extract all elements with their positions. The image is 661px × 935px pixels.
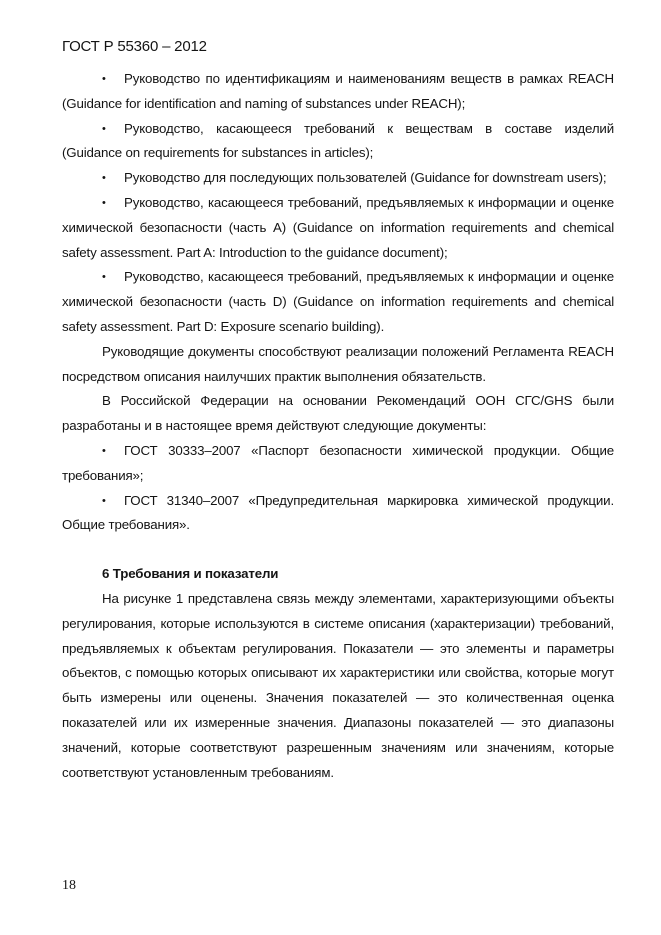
paragraph-guidance: Руководящие документы способствуют реализации положений Регламента REACH посредством описания наилучших практик выполнения обязательств.: [62, 343, 614, 384]
document-header-title: ГОСТ Р 55360 – 2012: [62, 38, 207, 55]
section-heading: 6 Требования и показатели: [102, 566, 279, 582]
bullet-text: Руководство, касающееся требований, предъявляемых к информации и оценке химической безопасности (часть D) (Guidance on information requirements and chemical safety assessment. Part D: Exposure scenario building).: [62, 269, 614, 334]
page-number: 18: [62, 878, 76, 893]
bullet-icon: •: [102, 196, 106, 209]
bullet-icon: •: [102, 271, 106, 284]
document-body: [62, 67, 614, 785]
bullet-item: [62, 439, 614, 489]
bullet-item: [62, 166, 614, 191]
bullet-icon: •: [102, 73, 106, 85]
bullet-text: ГОСТ 31340–2007 «Предупредительная маркировка химической продукции. Общие требования».: [62, 492, 614, 533]
bullet-item: [62, 191, 614, 265]
bullet-icon: •: [102, 444, 106, 457]
bullet-text: Руководство, касающееся требований, предъявляемых к информации и оценке химической безопасности (часть А) (Guidance on information requirements and chemical safety assessment. Part A: Introduction to the guidance document);: [62, 194, 614, 260]
bullet-item: [62, 67, 614, 117]
bullet-item: [62, 489, 614, 539]
bullet-icon: •: [102, 494, 106, 507]
bullet-text: Руководство для последующих пользователей (Guidance for downstream users);: [124, 170, 607, 186]
section-paragraph: На рисунке 1 представлена связь между элементами, характеризующими объекты регулирования, которые используются в системе описания (характеризации) требований, предъявляемых к объектам регулирования. Показатели — это элементы и параметры объектов, с помощью которых описывают их характеристики или свойства, которые могут быть измерены или оценены. Значения показателей — это количественная оценка показателей или их измеренные значения. Диапазоны показателей — это диапазоны значений, которые соответствуют разрешенным значениям или значениям, которые соответствуют установленным требованиям.: [62, 590, 614, 780]
bullet-item: [62, 265, 614, 339]
bullet-text: Руководство, касающееся требований к веществам в составе изделий (Guidance on requirements for substances in articles);: [62, 120, 614, 161]
bullet-icon: •: [102, 172, 106, 185]
bullet-icon: •: [102, 122, 106, 135]
bullet-text: ГОСТ 30333–2007 «Паспорт безопасности химической продукции. Общие требования»;: [62, 442, 614, 483]
bullet-text: Руководство по идентификациям и наименованиям веществ в рамках REACH (Guidance for identification and naming of substances under REACH);: [62, 71, 614, 111]
paragraph-russian-federation: В Российской Федерации на основании Рекомендаций ООН СГС/GHS были разработаны и в настоящее время действуют следующие документы:: [62, 393, 614, 434]
bullet-item: [62, 117, 614, 167]
